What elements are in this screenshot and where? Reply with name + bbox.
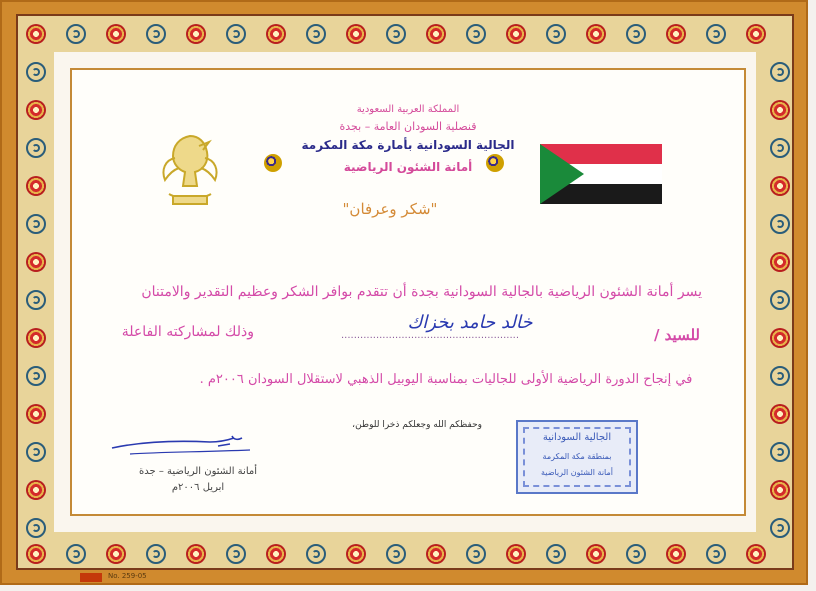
scroll-ornament <box>466 24 486 44</box>
scroll-ornament <box>546 544 566 564</box>
scroll-ornament <box>770 138 790 158</box>
rosette-ornament <box>426 544 446 564</box>
scroll-ornament <box>26 214 46 234</box>
scroll-ornament <box>770 62 790 82</box>
scroll-ornament <box>546 24 566 44</box>
recipient-prefix: للسيد / <box>653 326 700 344</box>
body-paragraph-1: يسر أمانة الشئون الرياضية بالجالية السودانية بجدة أن تتقدم بوافر الشكر وعظيم التقدير والامتنان <box>141 284 702 300</box>
scroll-ornament <box>306 544 326 564</box>
sudan-emblem <box>155 130 225 212</box>
rosette-ornament <box>770 404 790 424</box>
certificate-title: "شكر وعرفان" <box>342 200 438 218</box>
rosette-ornament <box>26 480 46 500</box>
stamp-line-1: الجالية السودانية <box>542 432 612 443</box>
rosette-ornament <box>266 24 286 44</box>
scroll-ornament <box>626 24 646 44</box>
scroll-ornament <box>466 544 486 564</box>
scroll-ornament <box>226 544 246 564</box>
header-line-3: الجالية السودانية بأمارة مكة المكرمة <box>301 138 515 152</box>
scroll-ornament <box>386 544 406 564</box>
rosette-ornament <box>506 544 526 564</box>
stamp-line-2: بمنطقة مكة المكرمة <box>542 452 612 461</box>
scroll-ornament <box>626 544 646 564</box>
scroll-ornament <box>26 366 46 386</box>
rosette-ornament <box>746 544 766 564</box>
rosette-ornament <box>26 176 46 196</box>
scroll-ornament <box>66 24 86 44</box>
scroll-ornament <box>146 544 166 564</box>
scroll-ornament <box>66 544 86 564</box>
rosette-ornament <box>586 24 606 44</box>
scroll-ornament <box>26 518 46 538</box>
rosette-ornament <box>26 544 46 564</box>
rosette-ornament <box>506 24 526 44</box>
rosette-ornament <box>770 176 790 196</box>
scroll-ornament <box>26 138 46 158</box>
scroll-ornament <box>26 442 46 462</box>
signature-handwritten <box>110 432 260 460</box>
header-line-4: أمانة الشئون الرياضية <box>343 160 473 174</box>
closing-text: وحفظكم الله وجعلكم ذخرا للوطن، <box>352 420 482 430</box>
scroll-ornament <box>26 290 46 310</box>
recipient-dotted-line: ........................................................ <box>340 330 519 341</box>
rosette-ornament <box>106 24 126 44</box>
rosette-ornament <box>186 24 206 44</box>
rosette-ornament <box>346 544 366 564</box>
rosette-ornament <box>26 252 46 272</box>
football-icon <box>486 154 504 172</box>
scroll-ornament <box>386 24 406 44</box>
participation-text: وذلك لمشاركته الفاعلة <box>121 324 254 340</box>
sudan-flag <box>540 144 662 204</box>
rosette-ornament <box>266 544 286 564</box>
footer-code: No. 259-05 <box>108 572 147 580</box>
rosette-ornament <box>186 544 206 564</box>
signature-date: ابريل ٢٠٠٦م <box>171 482 225 493</box>
rosette-ornament <box>770 480 790 500</box>
rosette-ornament <box>426 24 446 44</box>
scroll-ornament <box>770 366 790 386</box>
scroll-ornament <box>26 62 46 82</box>
rosette-ornament <box>26 404 46 424</box>
rosette-ornament <box>770 100 790 120</box>
printer-logo <box>80 573 102 582</box>
header-line-1: المملكة العربية السعودية <box>356 104 460 115</box>
stamp-line-3: أمانة الشئون الرياضية <box>541 468 613 477</box>
rosette-ornament <box>586 544 606 564</box>
rosette-ornament <box>26 24 46 44</box>
official-stamp <box>516 420 638 494</box>
rosette-ornament <box>666 24 686 44</box>
scroll-ornament <box>706 24 726 44</box>
header-line-2: قنصلية السودان العامة – بجدة <box>339 120 477 133</box>
rosette-ornament <box>346 24 366 44</box>
scroll-ornament <box>226 24 246 44</box>
rosette-ornament <box>26 100 46 120</box>
rosette-ornament <box>26 328 46 348</box>
recipient-name: خالد حامد بخزاك <box>407 312 533 333</box>
signature-office: أمانة الشئون الرياضية – جدة <box>138 466 258 477</box>
scroll-ornament <box>770 290 790 310</box>
scroll-ornament <box>770 442 790 462</box>
scroll-ornament <box>770 518 790 538</box>
rosette-ornament <box>770 328 790 348</box>
scroll-ornament <box>306 24 326 44</box>
rosette-ornament <box>106 544 126 564</box>
body-paragraph-2: في إنجاح الدورة الرياضية الأولى للجاليات بمناسبة اليوبيل الذهبي لاستقلال السودان ٢٠٠٦م . <box>199 372 693 387</box>
football-icon <box>264 154 282 172</box>
scroll-ornament <box>770 214 790 234</box>
rosette-ornament <box>666 544 686 564</box>
rosette-ornament <box>746 24 766 44</box>
rosette-ornament <box>770 252 790 272</box>
scroll-ornament <box>706 544 726 564</box>
scroll-ornament <box>146 24 166 44</box>
